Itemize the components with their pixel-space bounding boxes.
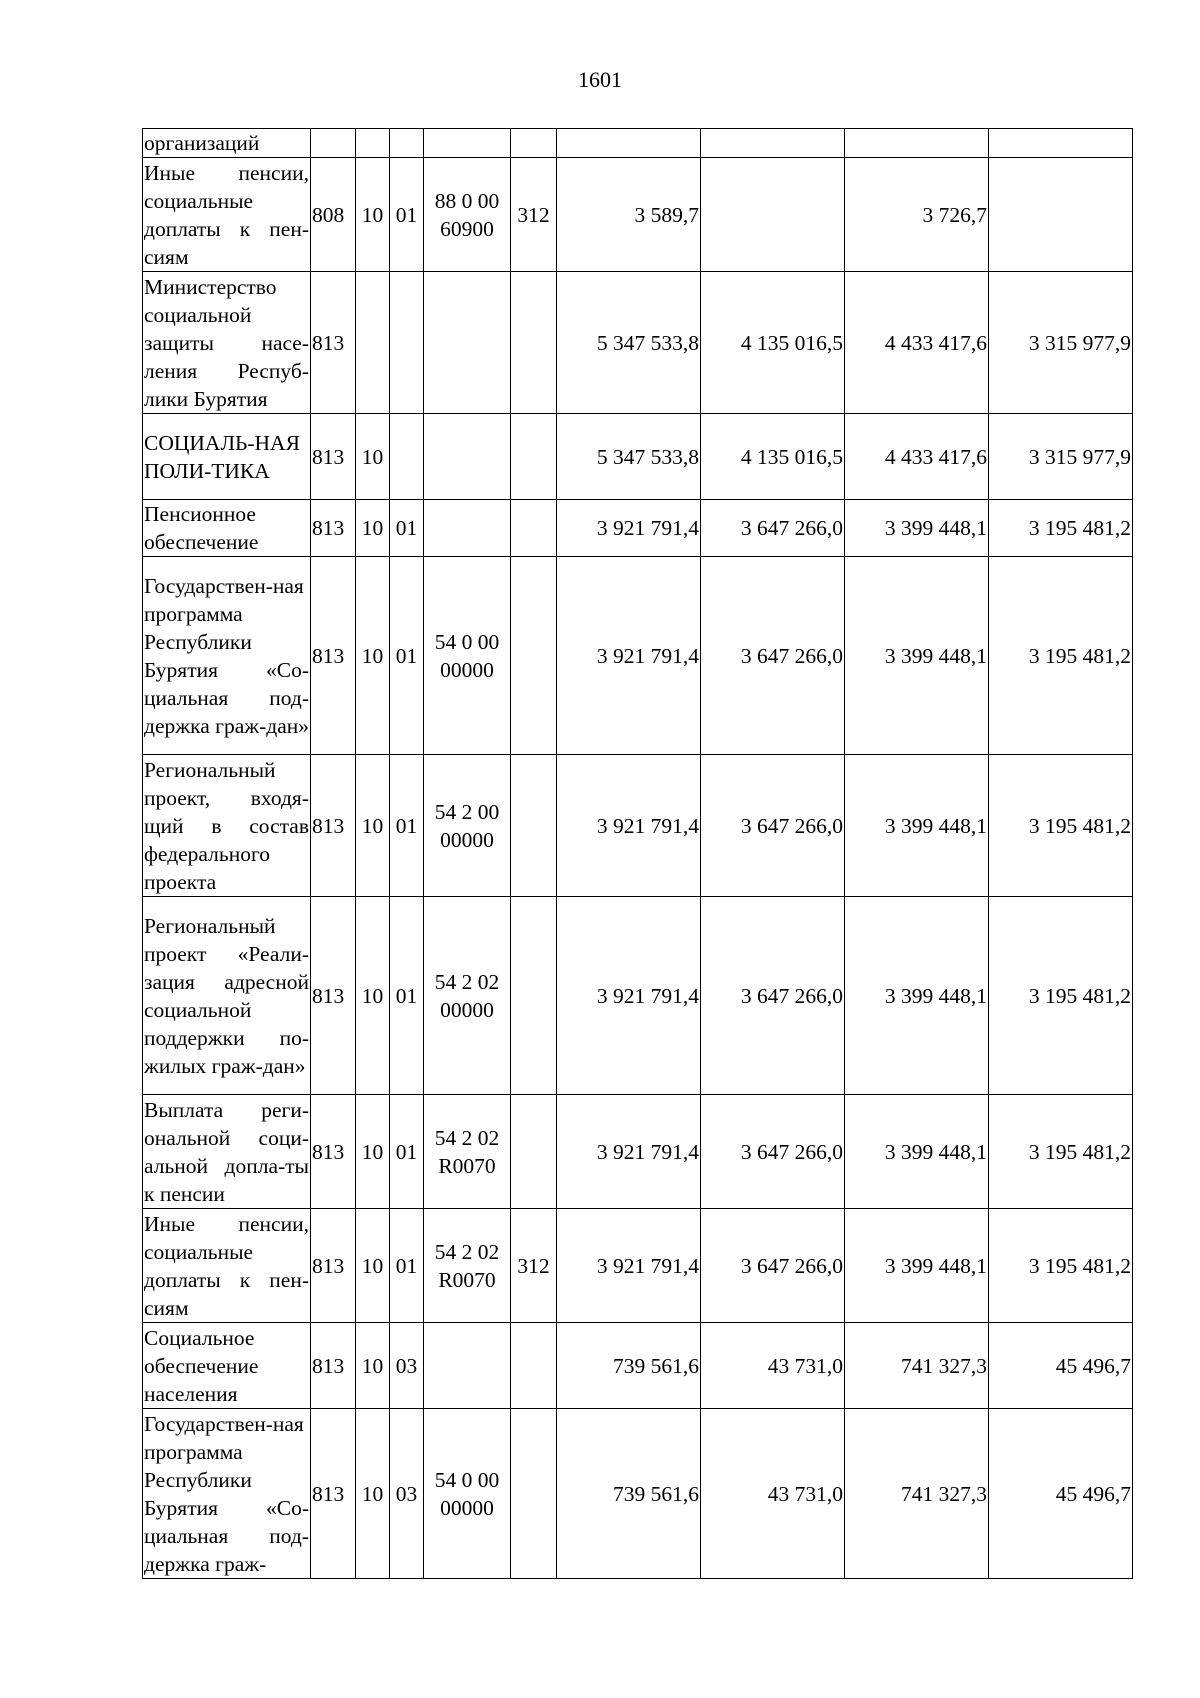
section-code-cell: 10 [356, 557, 390, 755]
grbs-code-cell [311, 129, 356, 158]
amount-cell-1: 3 921 791,4 [557, 1095, 701, 1209]
section-code-cell: 10 [356, 1409, 390, 1579]
target-article-line-2: 00000 [440, 657, 494, 682]
amount-cell-2: 4 135 016,5 [701, 414, 845, 500]
amount-cell-1: 3 589,7 [557, 158, 701, 272]
section-code-cell: 10 [356, 1323, 390, 1409]
target-article-cell [424, 1323, 511, 1409]
subsection-code-cell: 01 [390, 1095, 424, 1209]
table-row [143, 272, 1133, 414]
row-name-cell: Региональный проект, входя-щий в состав федерального проекта [143, 755, 311, 897]
amount-cell-3 [845, 129, 989, 158]
subsection-code-cell: 03 [390, 1409, 424, 1579]
amount-cell-4: 3 195 481,2 [989, 755, 1133, 897]
grbs-code-cell: 808 [311, 158, 356, 272]
subsection-code-cell: 01 [390, 755, 424, 897]
grbs-code-cell: 813 [311, 500, 356, 557]
target-article-line-1: 88 0 00 [434, 188, 500, 213]
section-code-cell: 10 [356, 1209, 390, 1323]
row-name-cell: СОЦИАЛЬ-НАЯ ПОЛИ-ТИКА [143, 414, 311, 500]
amount-cell-4: 3 315 977,9 [989, 414, 1133, 500]
amount-cell-3: 741 327,3 [845, 1323, 989, 1409]
amount-cell-1: 3 921 791,4 [557, 897, 701, 1095]
grbs-code-cell: 813 [311, 1209, 356, 1323]
subsection-code-cell: 01 [390, 500, 424, 557]
section-code-cell [356, 129, 390, 158]
amount-cell-1: 3 921 791,4 [557, 1209, 701, 1323]
amount-cell-4: 3 195 481,2 [989, 1095, 1133, 1209]
target-article-cell [424, 500, 511, 557]
amount-cell-4: 3 195 481,2 [989, 500, 1133, 557]
row-name-cell: Пенсионное обеспечение [143, 500, 311, 557]
table-row [143, 500, 1133, 557]
section-code-cell [356, 272, 390, 414]
target-article-line-1: 54 2 00 [434, 799, 500, 824]
target-article-line-2: 00000 [440, 997, 494, 1022]
amount-cell-3: 3 399 448,1 [845, 1095, 989, 1209]
row-name-cell: Социальное обеспечение населения [143, 1323, 311, 1409]
expense-type-cell [511, 500, 557, 557]
target-article-cell [424, 1409, 511, 1579]
target-article-cell [424, 1095, 511, 1209]
amount-cell-3: 741 327,3 [845, 1409, 989, 1579]
target-article-cell [424, 1209, 511, 1323]
target-article-cell [424, 129, 511, 158]
row-name-cell: Региональный проект «Реали-зация адресной социальной поддержки по-жилых граж-дан» [143, 897, 311, 1095]
amount-cell-2: 3 647 266,0 [701, 1095, 845, 1209]
expense-type-cell [511, 129, 557, 158]
amount-cell-2: 3 647 266,0 [701, 755, 845, 897]
table-row [143, 755, 1133, 897]
expense-type-cell [511, 755, 557, 897]
expense-type-cell [511, 557, 557, 755]
amount-cell-3: 3 399 448,1 [845, 755, 989, 897]
table-row [143, 1323, 1133, 1409]
amount-cell-4 [989, 129, 1133, 158]
target-article-cell [424, 897, 511, 1095]
expense-type-cell: 312 [511, 158, 557, 272]
amount-cell-2 [701, 129, 845, 158]
row-name-cell: Иные пенсии, социальные доплаты к пен-сиям [143, 158, 311, 272]
amount-cell-1: 3 921 791,4 [557, 557, 701, 755]
table-row [143, 1095, 1133, 1209]
amount-cell-3: 4 433 417,6 [845, 414, 989, 500]
expense-type-cell [511, 1095, 557, 1209]
table-row [143, 158, 1133, 272]
table-row [143, 557, 1133, 755]
target-article-line-1: 54 2 02 [434, 1125, 500, 1150]
amount-cell-1: 3 921 791,4 [557, 755, 701, 897]
amount-cell-1: 5 347 533,8 [557, 272, 701, 414]
grbs-code-cell: 813 [311, 272, 356, 414]
amount-cell-2: 3 647 266,0 [701, 1209, 845, 1323]
amount-cell-4: 3 195 481,2 [989, 1209, 1133, 1323]
target-article-cell [424, 272, 511, 414]
subsection-code-cell [390, 129, 424, 158]
expense-type-cell [511, 897, 557, 1095]
target-article-line-2: 00000 [440, 1495, 494, 1520]
table-body [143, 129, 1133, 1579]
subsection-code-cell: 01 [390, 557, 424, 755]
amount-cell-3: 3 399 448,1 [845, 557, 989, 755]
amount-cell-1 [557, 129, 701, 158]
grbs-code-cell: 813 [311, 414, 356, 500]
amount-cell-3: 3 399 448,1 [845, 897, 989, 1095]
target-article-line-1: 54 0 00 [434, 629, 500, 654]
amount-cell-1: 739 561,6 [557, 1409, 701, 1579]
section-code-cell: 10 [356, 755, 390, 897]
target-article-line-2: R0070 [438, 1153, 496, 1178]
subsection-code-cell: 01 [390, 897, 424, 1095]
expense-type-cell: 312 [511, 1209, 557, 1323]
target-article-line-2: R0070 [438, 1267, 496, 1292]
table-row [143, 897, 1133, 1095]
amount-cell-2: 3 647 266,0 [701, 897, 845, 1095]
subsection-code-cell [390, 414, 424, 500]
amount-cell-2: 3 647 266,0 [701, 557, 845, 755]
table-row [143, 1409, 1133, 1579]
target-article-line-2: 60900 [440, 216, 494, 241]
target-article-cell [424, 414, 511, 500]
amount-cell-1: 3 921 791,4 [557, 500, 701, 557]
expense-type-cell [511, 414, 557, 500]
amount-cell-3: 3 399 448,1 [845, 500, 989, 557]
amount-cell-2: 43 731,0 [701, 1409, 845, 1579]
section-code-cell: 10 [356, 1095, 390, 1209]
target-article-cell [424, 158, 511, 272]
grbs-code-cell: 813 [311, 1095, 356, 1209]
target-article-line-1: 54 0 00 [434, 1467, 500, 1492]
subsection-code-cell: 03 [390, 1323, 424, 1409]
expense-type-cell [511, 1323, 557, 1409]
page-number: 1601 [578, 67, 622, 92]
section-code-cell: 10 [356, 500, 390, 557]
table-row [143, 414, 1133, 500]
section-code-cell: 10 [356, 897, 390, 1095]
amount-cell-2: 4 135 016,5 [701, 272, 845, 414]
row-name-cell: Выплата реги-ональной соци-альной допла-ты к пенсии [143, 1095, 311, 1209]
subsection-code-cell: 01 [390, 158, 424, 272]
section-code-cell: 10 [356, 414, 390, 500]
row-name-cell: Государствен-ная программа Республики Бурятия «Со-циальная под-держка граж-дан» [143, 557, 311, 755]
amount-cell-4: 3 195 481,2 [989, 897, 1133, 1095]
amount-cell-2: 43 731,0 [701, 1323, 845, 1409]
grbs-code-cell: 813 [311, 755, 356, 897]
table-row [143, 1209, 1133, 1323]
expense-type-cell [511, 272, 557, 414]
target-article-cell [424, 755, 511, 897]
expense-type-cell [511, 1409, 557, 1579]
row-name-cell: Иные пенсии, социальные доплаты к пен-сиям [143, 1209, 311, 1323]
subsection-code-cell [390, 272, 424, 414]
amount-cell-3: 4 433 417,6 [845, 272, 989, 414]
target-article-line-2: 00000 [440, 827, 494, 852]
amount-cell-1: 5 347 533,8 [557, 414, 701, 500]
row-name-cell: организаций [143, 129, 311, 158]
table-row [143, 129, 1133, 158]
amount-cell-4 [989, 158, 1133, 272]
amount-cell-4: 3 315 977,9 [989, 272, 1133, 414]
grbs-code-cell: 813 [311, 1409, 356, 1579]
amount-cell-4: 3 195 481,2 [989, 557, 1133, 755]
grbs-code-cell: 813 [311, 1323, 356, 1409]
target-article-line-1: 54 2 02 [434, 1239, 500, 1264]
amount-cell-4: 45 496,7 [989, 1323, 1133, 1409]
amount-cell-1: 739 561,6 [557, 1323, 701, 1409]
subsection-code-cell: 01 [390, 1209, 424, 1323]
row-name-cell: Государствен-ная программа Республики Бурятия «Со-циальная под-держка граж- [143, 1409, 311, 1579]
budget-table [142, 128, 1133, 1579]
amount-cell-2 [701, 158, 845, 272]
section-code-cell: 10 [356, 158, 390, 272]
grbs-code-cell: 813 [311, 897, 356, 1095]
amount-cell-3: 3 399 448,1 [845, 1209, 989, 1323]
grbs-code-cell: 813 [311, 557, 356, 755]
target-article-line-1: 54 2 02 [434, 969, 500, 994]
target-article-cell [424, 557, 511, 755]
amount-cell-4: 45 496,7 [989, 1409, 1133, 1579]
amount-cell-2: 3 647 266,0 [701, 500, 845, 557]
row-name-cell: Министерство социальной защиты насе-ления Респуб-лики Бурятия [143, 272, 311, 414]
amount-cell-3: 3 726,7 [845, 158, 989, 272]
